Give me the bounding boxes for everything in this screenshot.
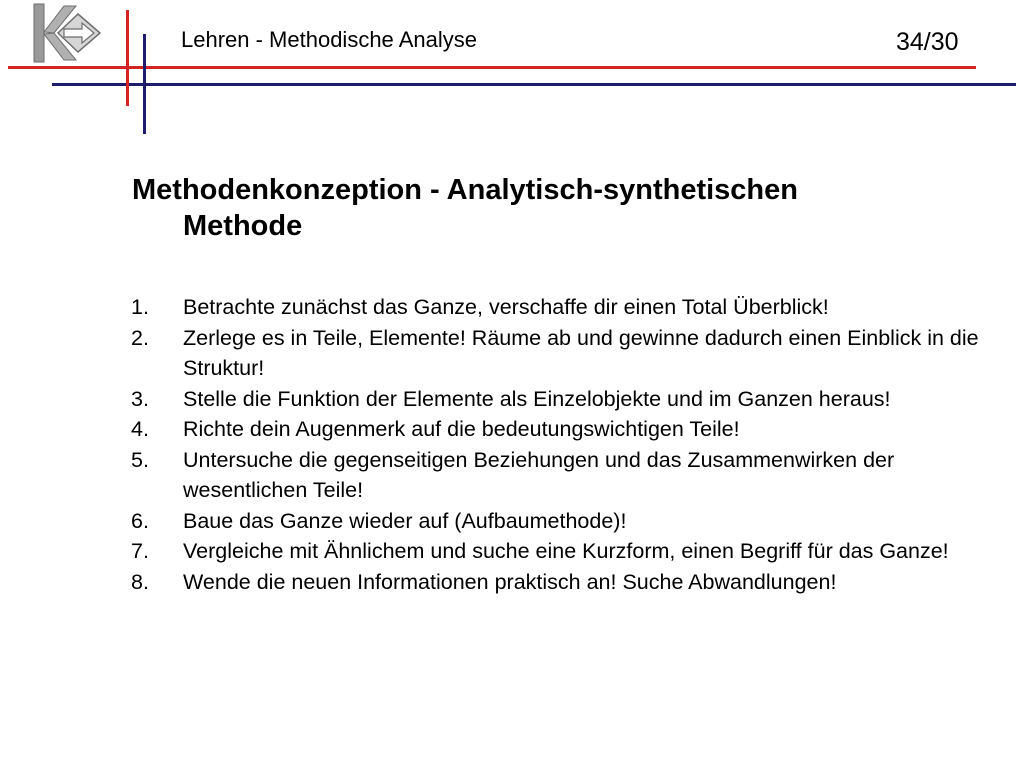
vertical-rule-blue <box>143 34 146 134</box>
list-item-number: 7. <box>131 539 149 563</box>
list-item-number: 8. <box>131 569 149 594</box>
list-item-number: 6. <box>131 508 149 533</box>
list-item-text: Vergleiche mit Ähnlichem und suche eine Kurzform, einen Begriff für das Ganze! <box>183 539 949 563</box>
list-item <box>131 536 991 567</box>
heading-line-1: Methodenkonzeption - Analytisch-synthetischen <box>132 174 798 206</box>
list-item <box>131 445 991 506</box>
list-item-number: 3. <box>131 386 149 411</box>
list-item <box>131 384 991 415</box>
list-item-number: 5. <box>131 447 149 472</box>
list-item-text: Untersuche die gegenseitigen Beziehungen und das Zusammenwirken der wesentlichen Teile! <box>183 447 895 502</box>
list-item <box>131 323 991 384</box>
list-item-text: Zerlege es in Teile, Elemente! Räume ab und gewinne dadurch einen Einblick in die Struktur! <box>183 325 979 380</box>
list-item-text: Betrachte zunächst das Ganze, verschaffe dir einen Total Überblick! <box>183 295 829 319</box>
list-item-text: Baue das Ganze wieder auf (Aufbaumethode)! <box>183 508 627 533</box>
vertical-rule-red <box>126 10 129 106</box>
heading-line-2: Methode <box>183 210 303 242</box>
list-item-text: Richte dein Augenmerk auf die bedeutungswichtigen Teile! <box>183 417 740 441</box>
k-arrow-logo-icon <box>30 2 108 64</box>
list-item <box>131 567 991 598</box>
slide-heading <box>132 172 982 244</box>
header-rule-blue <box>52 83 1016 86</box>
list-item <box>131 414 991 445</box>
steps-list <box>131 292 991 597</box>
header-rule-red <box>8 66 976 69</box>
list-item <box>131 506 991 537</box>
list-item-text: Wende die neuen Informationen praktisch an! Suche Abwandlungen! <box>183 569 837 594</box>
list-item-number: 2. <box>131 325 149 350</box>
list-item-number: 4. <box>131 417 149 441</box>
page-number: 34/30 <box>896 28 959 56</box>
list-item-number: 1. <box>131 295 149 319</box>
list-item-text: Stelle die Funktion der Elemente als Einzelobjekte und im Ganzen heraus! <box>183 386 891 411</box>
list-item <box>131 292 991 323</box>
header-title: Lehren - Methodische Analyse <box>181 27 477 52</box>
